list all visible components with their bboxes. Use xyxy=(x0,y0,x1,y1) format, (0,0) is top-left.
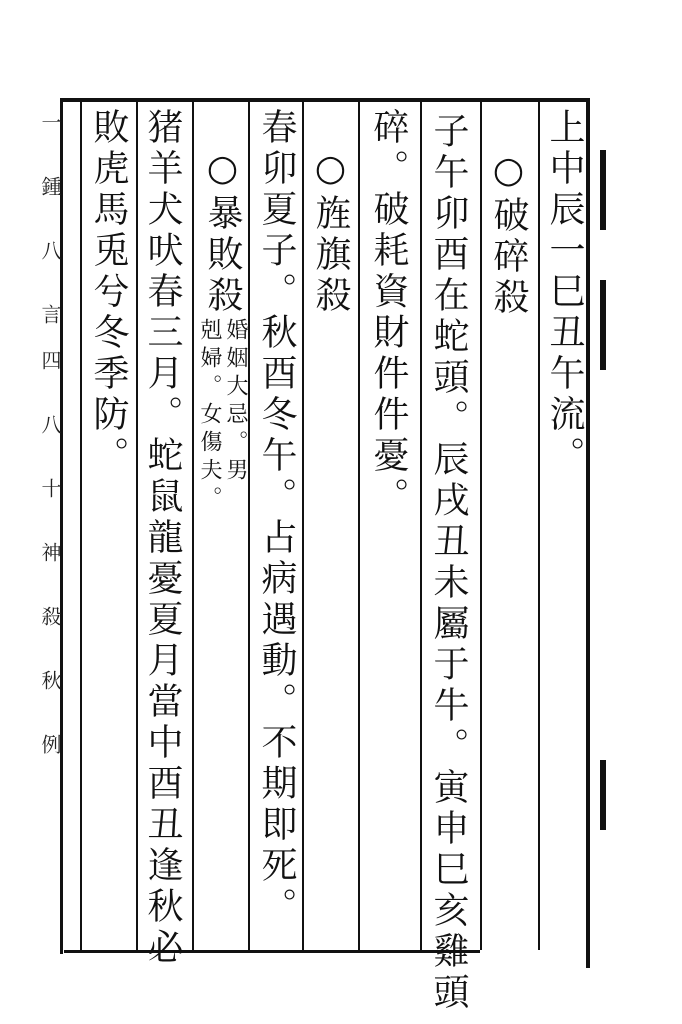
top-border xyxy=(60,98,590,102)
column-divider xyxy=(538,100,540,950)
right-border xyxy=(586,98,590,968)
bottom-border xyxy=(64,950,480,953)
text-column-3: 子午卯酉在蛇頭。辰戌丑未屬于牛。寅申巳亥雞頭 xyxy=(428,112,469,1014)
column-divider xyxy=(80,100,82,950)
text-column-5: ○旌旗殺 xyxy=(310,148,351,317)
margin-title: 一 鍾 八 言 xyxy=(38,112,62,334)
column-divider xyxy=(480,100,482,950)
text-column-2: ○破碎殺 xyxy=(488,150,529,319)
text-column-4: 碎。破耗資財件件憂。 xyxy=(368,108,409,518)
edge-mark xyxy=(600,760,606,830)
column-divider xyxy=(136,100,138,950)
column-divider xyxy=(248,100,250,950)
column-divider xyxy=(192,100,194,950)
edge-mark xyxy=(600,150,606,230)
text-column-1: 上中辰一巳丑午流。 xyxy=(544,108,585,477)
edge-mark xyxy=(600,280,606,370)
text-column-7: ○暴敗殺 xyxy=(202,148,243,317)
text-column-6: 春卯夏子。秋酉冬午。占病遇動。不期即死。 xyxy=(256,108,297,928)
margin-folio: 四 八 十 神 殺 秋 例 xyxy=(38,350,62,764)
column-divider xyxy=(420,100,422,950)
small-note-column-2: 剋婦。女傷夫。 xyxy=(197,318,222,514)
text-column-8: 猪羊犬吠春三月。蛇鼠龍憂夏月當中酉丑逢秋必 xyxy=(142,108,183,969)
column-divider xyxy=(302,100,304,950)
text-column-9: 敗虎馬兎兮冬季防。 xyxy=(88,108,129,477)
small-note-column-1: 婚姻大忌。男 xyxy=(223,318,248,486)
column-divider xyxy=(358,100,360,950)
